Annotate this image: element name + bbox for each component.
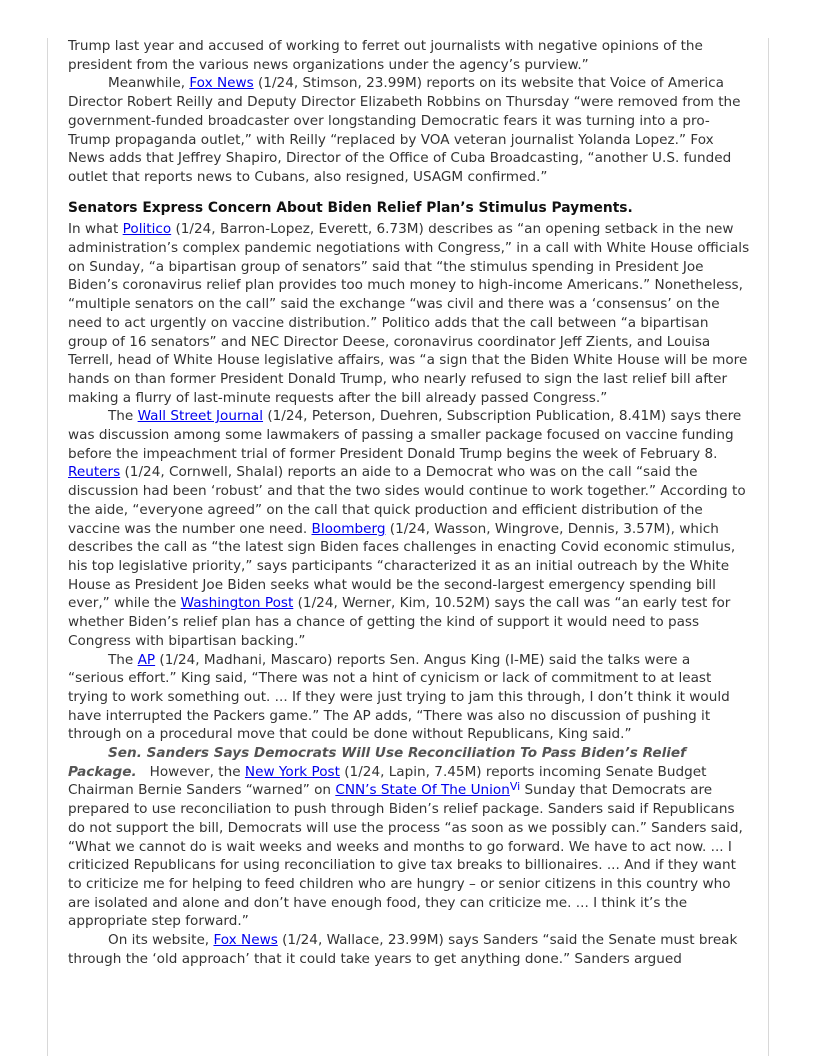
link-politico[interactable]: Politico	[122, 221, 172, 238]
link-wall-street-journal[interactable]: Wall Street Journal	[137, 408, 264, 425]
text: Sunday that Democrats are prepared to use reconciliation to push through Biden’s relief package. Sanders said if Republicans do not support the bill, Democrats will use the process “as soon as we possibly can.” Sanders said, “What we cannot do is wait weeks and weeks and months to go forward. We have to act now. ... I criticized Republicans for using reconciliation to give tax breaks to billionaires. ... And if they want to criticize me for helping to feed children who are hungry – or senior citizens in this country who are isolated and alone and don’t have enough food, they can criticize me. ... I think it’s the appropriate step forward.”	[68, 782, 743, 930]
paragraph	[68, 220, 750, 407]
document-body	[68, 37, 750, 968]
text: (1/24, Wasson, Wingrove, Dennis, 3.57M), which describes the call as “the latest sign Biden faces challenges in enacting Covid economic stimulus, his top legislative priority,” says participants “characterized it as an initial outreach by the White House as President Joe Biden seeks what would be the second-largest emergency spending bill ever,” while the	[68, 520, 736, 612]
paragraph	[68, 931, 750, 968]
paragraph	[68, 74, 750, 186]
text: In what	[68, 221, 123, 238]
link-ap[interactable]: AP	[137, 651, 156, 668]
text: The	[108, 651, 138, 668]
text: However, the	[136, 763, 245, 780]
text: (1/24, Barron-Lopez, Everett, 6.73M) describes as “an opening setback in the new administration’s complex pandemic negotiations with Congress,” in a call with White House officials on Sunday, “a bipartisan group of senators” said that “the stimulus spending in President Joe Biden’s coronavirus relief plan provides too much money to high-income Americans.” Nonetheless, “multiple senators on the call” said the exchange “was civil and there was a ‘consensus’ on the need to act urgently on vaccine distribution.” Politico adds that the call between “a bipartisan group of 16 senators” and NEC Director Deese, coronavirus coordinator Jeff Zients, and Louisa Terrell, head of White House legislative affairs, was “a sign that the Biden White House will be more hands on than former President Donald Trump, who nearly refused to sign the last relief bill after making a flurry of last-minute requests after the bill already passed Congress.”	[68, 221, 750, 406]
text: (1/24, Madhani, Mascaro) reports Sen. Angus King (I-ME) said the talks were a “serious effort.” King said, “There was not a hint of cynicism or lack of commitment to at least trying to work something out. ... If they were just trying to jam this through, I don’t think it would have interrupted the Packers game.” The AP adds, “There was also no discussion of pushing it through on a procedural move that could be done without Republicans, King said.”	[68, 651, 730, 743]
paragraph: Trump last year and accused of working to ferret out journalists with negative opinions of the president from the various news organizations under the agency’s purview.”	[68, 38, 703, 73]
right-margin-rule	[768, 38, 769, 1056]
text: The	[108, 408, 138, 425]
text: (1/24, Wallace, 23.99M) says Sanders “said the Senate must break through the ‘old approach’ that it could take years to get anything done.” Sanders argued	[68, 932, 738, 967]
text: (1/24, Werner, Kim, 10.52M) says the call was “an early test for whether Biden’s relief plan has a chance of getting the kind of support it would need to pass Congress with bipartisan backing.”	[68, 595, 731, 649]
link-fox-news[interactable]: Fox News	[189, 75, 254, 92]
text: On its website,	[108, 932, 214, 949]
video-marker[interactable]: Vi	[509, 780, 521, 794]
subheading: Sen. Sanders Says Democrats Will Use Reconciliation To Pass Biden’s Relief Package.	[68, 745, 687, 780]
left-margin-rule	[47, 38, 48, 1056]
text: Meanwhile,	[108, 75, 190, 92]
link-new-york-post[interactable]: New York Post	[244, 763, 340, 780]
link-bloomberg[interactable]: Bloomberg	[311, 520, 386, 537]
link-cnn-state-of-the-union[interactable]: CNN’s State Of The Union	[335, 782, 510, 799]
paragraph	[68, 407, 750, 650]
text: (1/24, Lapin, 7.45M) reports incoming Senate Budget Chairman Bernie Sanders “warned” on	[68, 763, 707, 799]
text: (1/24, Cornwell, Shalal) reports an aide to a Democrat who was on the call “said the discussion had been ‘robust’ and that the two sides would continue to work together.” According to the aide, “everyone agreed” on the call that quick production and efficient distribution of the vaccine was the number one need.	[68, 464, 746, 537]
text: (1/24, Peterson, Duehren, Subscription Publication, 8.41M) says there was discussion among some lawmakers of passing a smaller package focused on vaccine funding before the impeachment trial of former President Donald Trump begins the week of February 8.	[68, 408, 742, 462]
link-washington-post[interactable]: Washington Post	[180, 595, 294, 612]
paragraph	[68, 744, 750, 931]
section-heading: Senators Express Concern About Biden Relief Plan’s Stimulus Payments.	[68, 199, 633, 216]
link-fox-news[interactable]: Fox News	[213, 932, 278, 949]
link-reuters[interactable]: Reuters	[68, 464, 121, 481]
paragraph	[68, 651, 750, 745]
text: (1/24, Stimson, 23.99M) reports on its website that Voice of America Director Robert Reilly and Deputy Director Elizabeth Robbins on Thursday “were removed from the government-funded broadcaster over longstanding Democratic fears it was turning into a pro-Trump propaganda outlet,” with Reilly “replaced by VOA veteran journalist Yolanda Lopez.” Fox News adds that Jeffrey Shapiro, Director of the Office of Cuba Broadcasting, “another U.S. funded outlet that reports news to Cubans, also resigned, USAGM confirmed.”	[68, 75, 741, 185]
